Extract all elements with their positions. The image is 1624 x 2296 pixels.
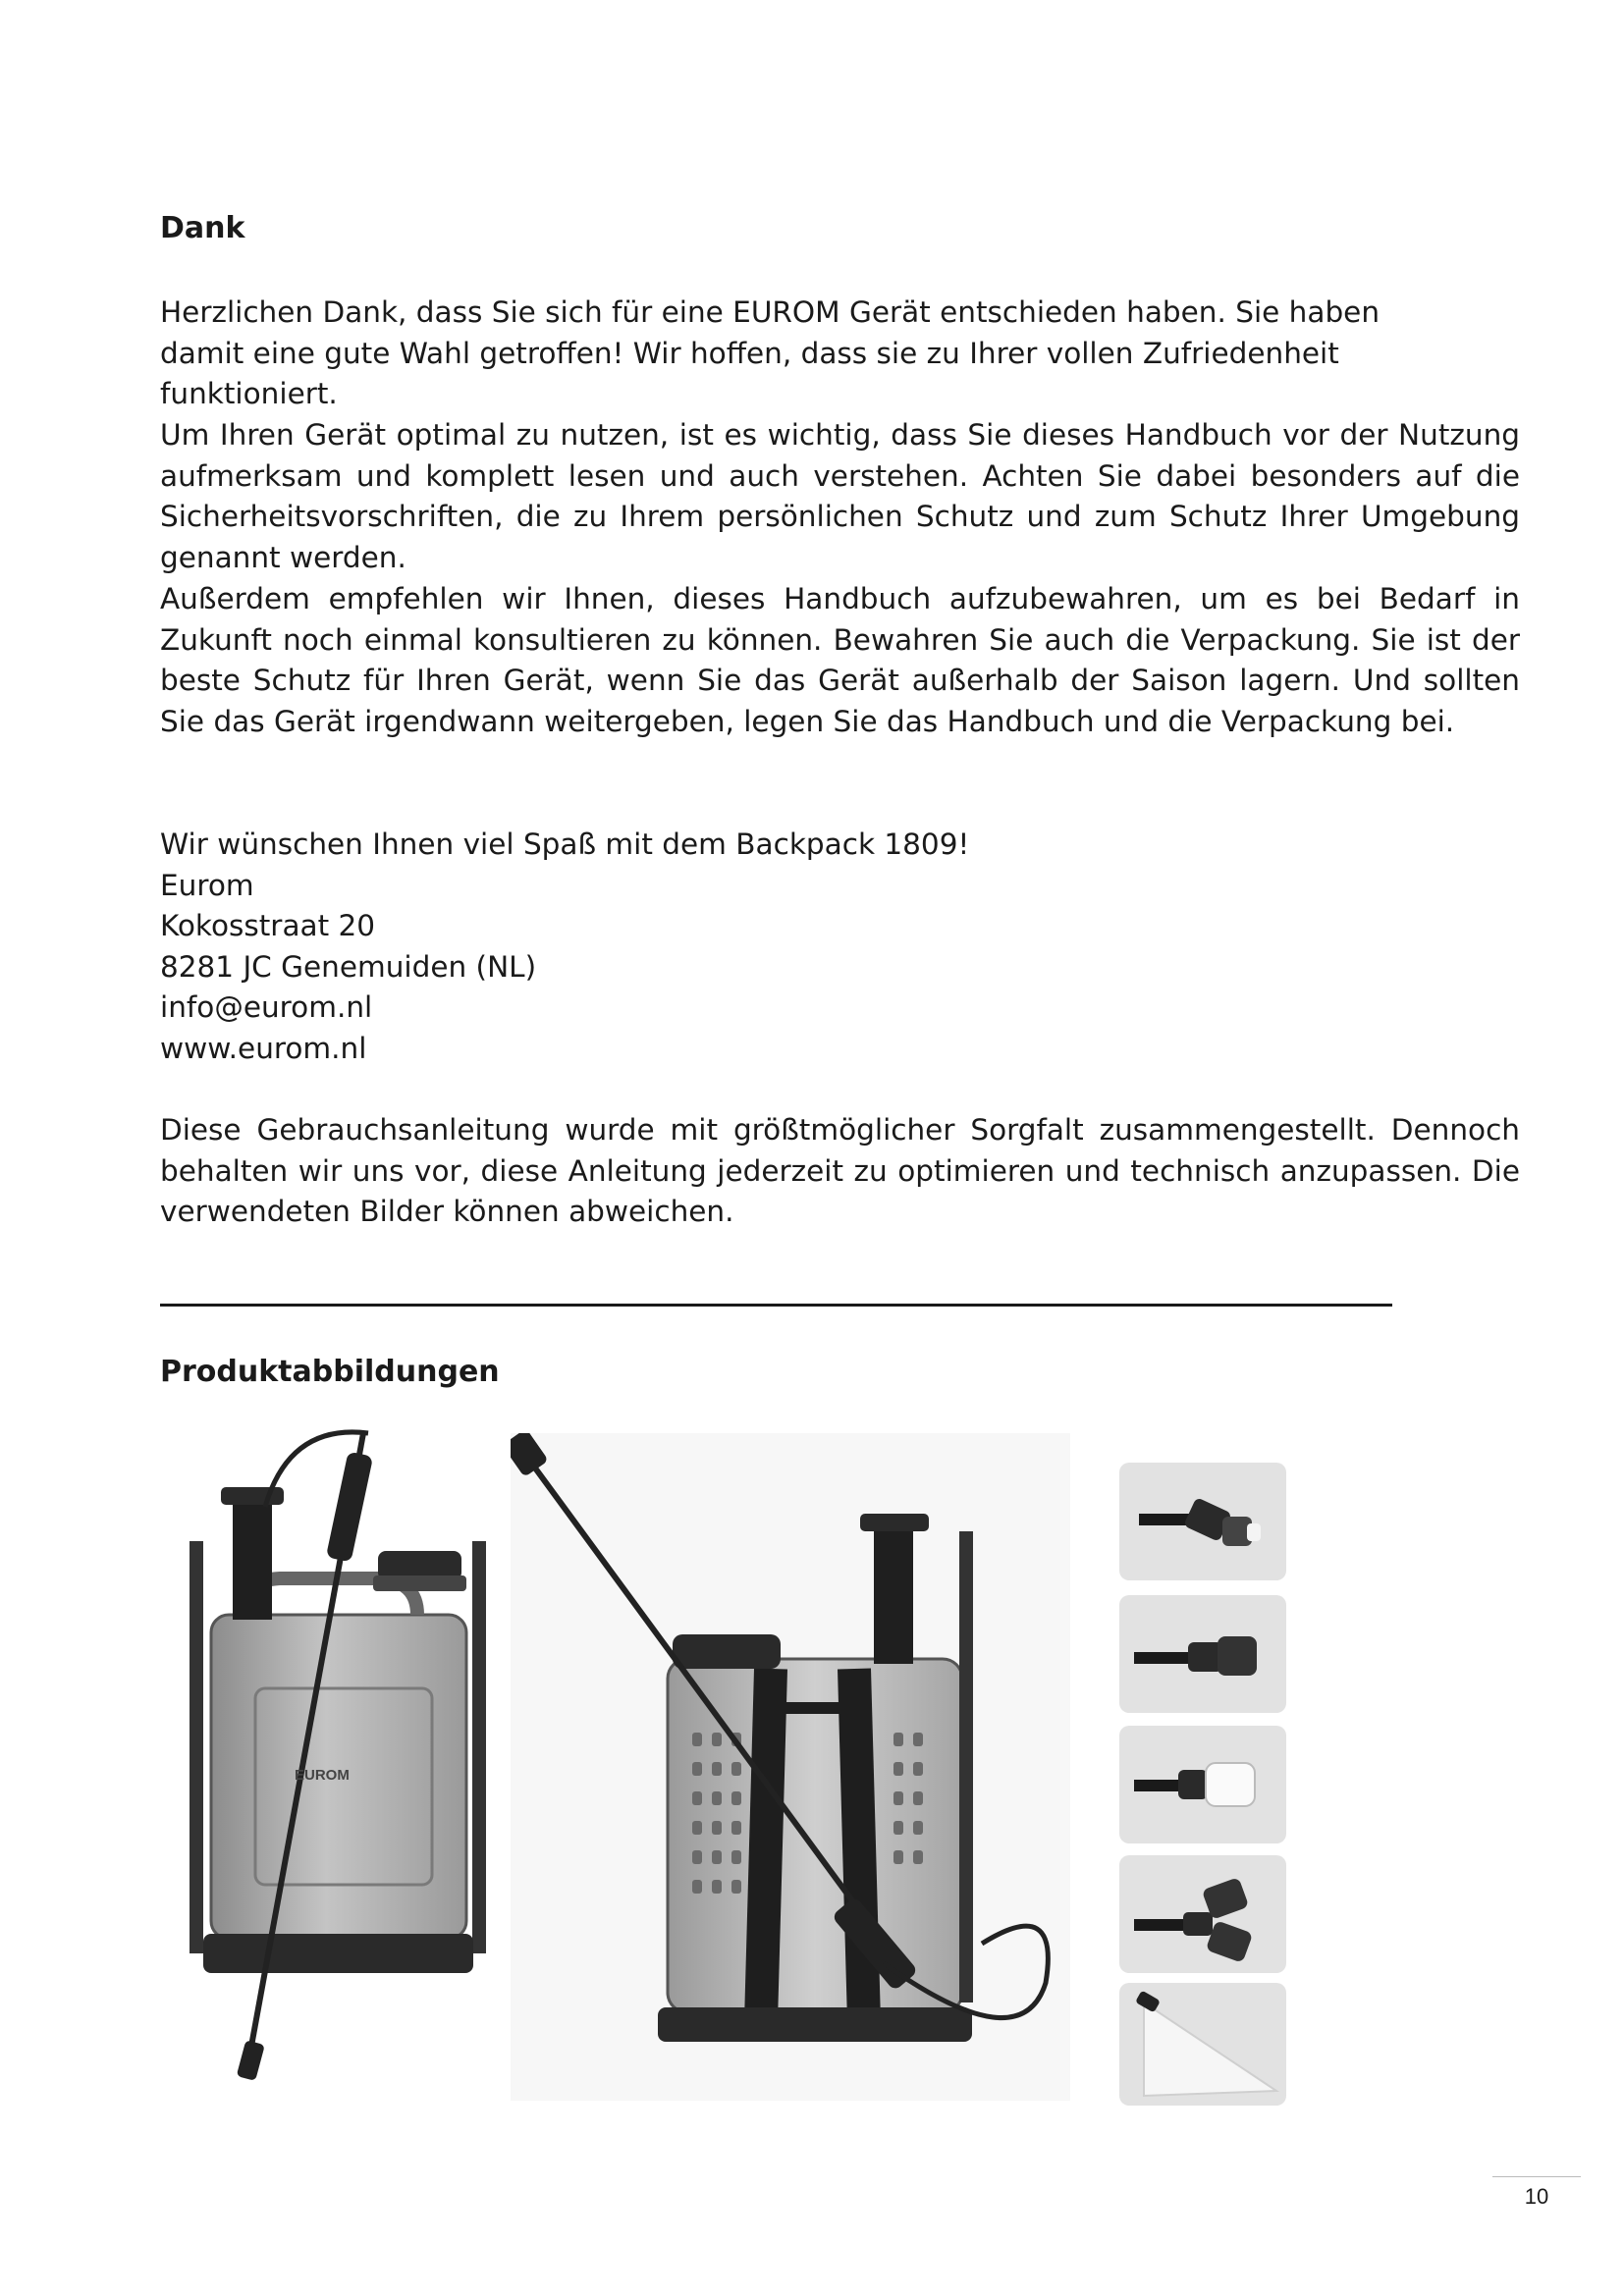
eurom-logo: EUROM bbox=[295, 1767, 350, 1784]
sprayer-front-image bbox=[182, 1414, 506, 2101]
nozzle-image-straight bbox=[1119, 1595, 1286, 1713]
heading-dank: Dank bbox=[160, 211, 245, 245]
intro-line: Herzlichen Dank, dass Sie sich für eine EUROM Gerät entschieden haben. Sie haben bbox=[160, 295, 1380, 329]
company-email: info@eurom.nl bbox=[160, 990, 373, 1025]
intro-paragraph bbox=[160, 293, 1520, 415]
heading-produktabbildungen: Produktabbildungen bbox=[160, 1355, 500, 1389]
section-divider bbox=[160, 1304, 1392, 1307]
nozzle-image-angled bbox=[1119, 1463, 1286, 1580]
page-number-rule bbox=[1492, 2176, 1581, 2177]
intro-line: damit eine gute Wahl getroffen! Wir hoffen, dass sie zu Ihrer vollen Zufriedenheit bbox=[160, 336, 1339, 370]
company-city: 8281 JC Genemuiden (NL) bbox=[160, 949, 537, 984]
intro-line: funktioniert. bbox=[160, 377, 338, 411]
closing-wish: Wir wünschen Ihnen viel Spaß mit dem Backpack 1809! bbox=[160, 828, 970, 861]
company-street: Kokosstraat 20 bbox=[160, 909, 376, 943]
usage-paragraph: Um Ihren Gerät optimal zu nutzen, ist es wichtig, dass Sie dieses Handbuch vor der Nutzung aufmerksam und komplett lesen und auch verstehen. Achten Sie dabei besonders auf die Sicherheitsvorschriften, die zu Ihrem persönlichen Schutz und zum Schutz Ihrer Umgebung genannt werden. bbox=[160, 418, 1520, 574]
company-name: Eurom bbox=[160, 868, 254, 902]
page-number: 10 bbox=[1524, 2184, 1549, 2209]
sprayer-back-image bbox=[511, 1433, 1070, 2101]
disclaimer-paragraph: Diese Gebrauchsanleitung wurde mit größtmöglicher Sorgfalt zusammengestellt. Dennoch behalten wir uns vor, diese Anleitung jederzeit zu optimieren und technisch anzupassen. Die verwendeten Bilder können abweichen. bbox=[160, 1113, 1520, 1229]
company-website: www.eurom.nl bbox=[160, 1031, 367, 1065]
nozzle-image-white-cap bbox=[1119, 1726, 1286, 1843]
closing-block bbox=[160, 825, 1520, 1070]
keep-manual-paragraph: Außerdem empfehlen wir Ihnen, dieses Handbuch aufzubewahren, um es bei Bedarf in Zukunft noch einmal konsultieren zu können. Bewahren Sie auch die Verpackung. Sie ist der beste Schutz für Ihren Gerät, wenn Sie das Gerät außerhalb der Saison lagern. Und sollten Sie das Gerät irgendwann weitergeben, legen Sie das Handbuch und die Verpackung bei. bbox=[160, 582, 1520, 738]
nozzle-image-shield bbox=[1119, 1983, 1286, 2106]
nozzle-image-double bbox=[1119, 1855, 1286, 1973]
